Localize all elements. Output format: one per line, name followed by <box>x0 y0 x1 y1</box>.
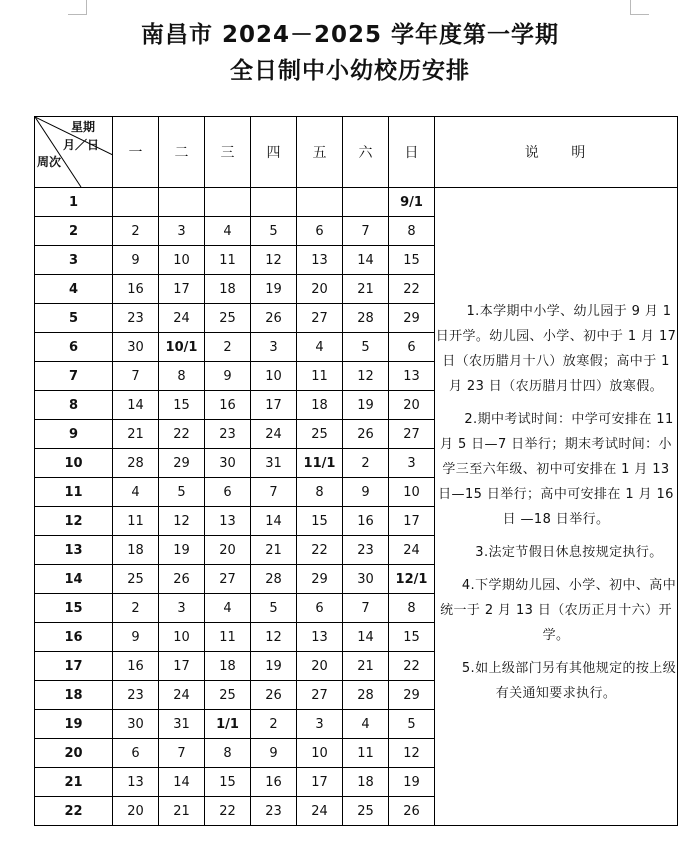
date-cell: 12 <box>389 739 435 768</box>
date-cell: 17 <box>251 391 297 420</box>
date-cell: 31 <box>251 449 297 478</box>
date-cell: 22 <box>389 652 435 681</box>
date-cell: 12 <box>159 507 205 536</box>
date-cell: 15 <box>159 391 205 420</box>
date-cell: 24 <box>389 536 435 565</box>
corner-label-month-day: 月／日 <box>63 138 100 152</box>
date-cell: 12/1 <box>389 565 435 594</box>
week-number-cell: 1 <box>35 188 113 217</box>
weekday-header: 三 <box>205 117 251 188</box>
date-cell: 17 <box>389 507 435 536</box>
week-number-cell: 6 <box>35 333 113 362</box>
school-calendar-table <box>34 116 678 826</box>
date-cell: 13 <box>297 246 343 275</box>
date-cell: 5 <box>343 333 389 362</box>
date-cell: 23 <box>251 797 297 826</box>
date-cell: 8 <box>389 594 435 623</box>
date-cell: 6 <box>297 594 343 623</box>
date-cell: 17 <box>159 652 205 681</box>
date-cell: 20 <box>297 652 343 681</box>
week-number-cell: 17 <box>35 652 113 681</box>
date-cell: 8 <box>389 217 435 246</box>
date-cell: 21 <box>251 536 297 565</box>
date-cell: 4 <box>297 333 343 362</box>
date-cell: 2 <box>251 710 297 739</box>
week-number-cell: 15 <box>35 594 113 623</box>
date-cell: 16 <box>251 768 297 797</box>
date-cell: 27 <box>205 565 251 594</box>
date-cell: 21 <box>159 797 205 826</box>
date-cell: 25 <box>205 681 251 710</box>
page-subtitle: 全日制中小幼校历安排 <box>230 58 470 84</box>
date-cell: 18 <box>205 275 251 304</box>
date-cell <box>343 188 389 217</box>
date-cell: 22 <box>297 536 343 565</box>
date-cell: 20 <box>389 391 435 420</box>
date-cell: 26 <box>159 565 205 594</box>
date-cell: 7 <box>251 478 297 507</box>
week-number-cell: 10 <box>35 449 113 478</box>
date-cell: 28 <box>343 304 389 333</box>
date-cell: 7 <box>159 739 205 768</box>
week-number-cell: 11 <box>35 478 113 507</box>
date-cell: 26 <box>343 420 389 449</box>
crop-mark-left <box>68 0 87 15</box>
date-cell: 12 <box>251 623 297 652</box>
date-cell: 11 <box>205 623 251 652</box>
date-cell: 15 <box>297 507 343 536</box>
date-cell: 9 <box>113 246 159 275</box>
date-cell: 3 <box>159 217 205 246</box>
date-cell: 19 <box>251 652 297 681</box>
week-number-cell: 22 <box>35 797 113 826</box>
date-cell: 28 <box>343 681 389 710</box>
date-cell: 22 <box>389 275 435 304</box>
date-cell: 13 <box>113 768 159 797</box>
date-cell: 2 <box>113 217 159 246</box>
date-cell: 27 <box>389 420 435 449</box>
date-cell: 29 <box>159 449 205 478</box>
weekday-header: 六 <box>343 117 389 188</box>
date-cell: 30 <box>113 333 159 362</box>
date-cell: 26 <box>251 681 297 710</box>
date-cell: 9 <box>113 623 159 652</box>
date-cell: 14 <box>113 391 159 420</box>
date-cell: 26 <box>389 797 435 826</box>
date-cell: 30 <box>343 565 389 594</box>
week-number-cell: 21 <box>35 768 113 797</box>
date-cell: 15 <box>205 768 251 797</box>
date-cell: 25 <box>205 304 251 333</box>
date-cell: 5 <box>251 217 297 246</box>
crop-mark-right <box>630 0 649 15</box>
date-cell <box>251 188 297 217</box>
date-cell: 22 <box>205 797 251 826</box>
date-cell: 10/1 <box>159 333 205 362</box>
date-cell: 6 <box>297 217 343 246</box>
date-cell: 3 <box>297 710 343 739</box>
date-cell: 11 <box>343 739 389 768</box>
date-cell: 24 <box>159 304 205 333</box>
week-number-cell: 9 <box>35 420 113 449</box>
date-cell <box>205 188 251 217</box>
date-cell: 19 <box>159 536 205 565</box>
date-cell: 3 <box>389 449 435 478</box>
date-cell: 9/1 <box>389 188 435 217</box>
table-row <box>35 188 678 217</box>
date-cell: 5 <box>389 710 435 739</box>
week-number-cell: 8 <box>35 391 113 420</box>
date-cell: 11 <box>205 246 251 275</box>
notes-header: 说 明 <box>435 117 678 188</box>
date-cell: 16 <box>343 507 389 536</box>
date-cell: 31 <box>159 710 205 739</box>
corner-label-weekday: 星期 <box>71 120 96 134</box>
date-cell: 22 <box>159 420 205 449</box>
date-cell: 10 <box>159 246 205 275</box>
date-cell: 10 <box>297 739 343 768</box>
date-cell: 25 <box>297 420 343 449</box>
date-cell: 4 <box>113 478 159 507</box>
date-cell: 21 <box>113 420 159 449</box>
weekday-header: 五 <box>297 117 343 188</box>
page-title: 南昌市 2024－2025 学年度第一学期 <box>140 22 560 48</box>
date-cell: 14 <box>343 623 389 652</box>
week-number-cell: 19 <box>35 710 113 739</box>
date-cell: 4 <box>343 710 389 739</box>
date-cell: 7 <box>343 217 389 246</box>
date-cell: 23 <box>113 681 159 710</box>
week-number-cell: 2 <box>35 217 113 246</box>
note-paragraph: 1.本学期中小学、幼儿园于 9 月 1 日开学。幼儿园、小学、初中于 1 月 17 日（农历腊月十八）放寒假；高中于 1 月 23 日（农历腊月廿四）放寒假。 <box>435 304 677 394</box>
date-cell: 30 <box>113 710 159 739</box>
date-cell: 21 <box>343 275 389 304</box>
weekday-header: 二 <box>159 117 205 188</box>
date-cell: 4 <box>205 217 251 246</box>
week-number-cell: 7 <box>35 362 113 391</box>
date-cell: 4 <box>205 594 251 623</box>
date-cell <box>113 188 159 217</box>
date-cell: 3 <box>251 333 297 362</box>
weekday-header: 四 <box>251 117 297 188</box>
date-cell: 19 <box>251 275 297 304</box>
date-cell: 20 <box>205 536 251 565</box>
date-cell: 25 <box>343 797 389 826</box>
date-cell: 18 <box>343 768 389 797</box>
date-cell: 12 <box>343 362 389 391</box>
date-cell: 11/1 <box>297 449 343 478</box>
date-cell: 29 <box>389 681 435 710</box>
date-cell: 13 <box>297 623 343 652</box>
weekday-header: 日 <box>389 117 435 188</box>
date-cell: 11 <box>113 507 159 536</box>
date-cell: 24 <box>297 797 343 826</box>
note-paragraph: 5.如上级部门另有其他规定的按上级有关通知要求执行。 <box>461 661 677 701</box>
date-cell: 16 <box>113 275 159 304</box>
date-cell: 9 <box>343 478 389 507</box>
date-cell: 28 <box>251 565 297 594</box>
date-cell <box>159 188 205 217</box>
date-cell: 25 <box>113 565 159 594</box>
date-cell: 27 <box>297 681 343 710</box>
date-cell <box>297 188 343 217</box>
date-cell: 15 <box>389 623 435 652</box>
date-cell: 1/1 <box>205 710 251 739</box>
date-cell: 17 <box>159 275 205 304</box>
date-cell: 15 <box>389 246 435 275</box>
date-cell: 7 <box>113 362 159 391</box>
date-cell: 2 <box>113 594 159 623</box>
date-cell: 14 <box>343 246 389 275</box>
note-paragraph: 4.下学期幼儿园、小学、初中、高中统一于 2 月 13 日（农历正月十六）开学。 <box>440 578 677 643</box>
date-cell: 28 <box>113 449 159 478</box>
corner-header-cell <box>35 117 113 188</box>
date-cell: 24 <box>159 681 205 710</box>
date-cell: 16 <box>205 391 251 420</box>
notes-cell <box>435 188 678 826</box>
date-cell: 11 <box>297 362 343 391</box>
date-cell: 10 <box>251 362 297 391</box>
date-cell: 20 <box>113 797 159 826</box>
date-cell: 6 <box>205 478 251 507</box>
date-cell: 14 <box>159 768 205 797</box>
date-cell: 19 <box>343 391 389 420</box>
date-cell: 29 <box>297 565 343 594</box>
date-cell: 20 <box>297 275 343 304</box>
date-cell: 27 <box>297 304 343 333</box>
header-row <box>35 117 678 188</box>
week-number-cell: 4 <box>35 275 113 304</box>
date-cell: 7 <box>343 594 389 623</box>
date-cell: 5 <box>159 478 205 507</box>
date-cell: 3 <box>159 594 205 623</box>
date-cell: 9 <box>251 739 297 768</box>
date-cell: 16 <box>113 652 159 681</box>
date-cell: 21 <box>343 652 389 681</box>
week-number-cell: 12 <box>35 507 113 536</box>
date-cell: 24 <box>251 420 297 449</box>
date-cell: 8 <box>205 739 251 768</box>
date-cell: 6 <box>113 739 159 768</box>
date-cell: 2 <box>343 449 389 478</box>
date-cell: 23 <box>113 304 159 333</box>
date-cell: 18 <box>113 536 159 565</box>
date-cell: 18 <box>297 391 343 420</box>
date-cell: 10 <box>389 478 435 507</box>
date-cell: 17 <box>297 768 343 797</box>
date-cell: 2 <box>205 333 251 362</box>
date-cell: 8 <box>159 362 205 391</box>
week-number-cell: 18 <box>35 681 113 710</box>
note-paragraph: 2.期中考试时间：中学可安排在 11 月 5 日—7 日举行；期末考试时间：小学三至六年级、初中可安排在 1 月 13 日—15 日举行；高中可安排在 1 月 16 日 —18 日举行。 <box>438 412 674 527</box>
weekday-header: 一 <box>113 117 159 188</box>
date-cell: 18 <box>205 652 251 681</box>
date-cell: 8 <box>297 478 343 507</box>
date-cell: 19 <box>389 768 435 797</box>
week-number-cell: 20 <box>35 739 113 768</box>
date-cell: 13 <box>205 507 251 536</box>
week-number-cell: 13 <box>35 536 113 565</box>
week-number-cell: 3 <box>35 246 113 275</box>
date-cell: 14 <box>251 507 297 536</box>
week-number-cell: 16 <box>35 623 113 652</box>
date-cell: 29 <box>389 304 435 333</box>
date-cell: 26 <box>251 304 297 333</box>
date-cell: 5 <box>251 594 297 623</box>
week-number-cell: 5 <box>35 304 113 333</box>
date-cell: 13 <box>389 362 435 391</box>
date-cell: 10 <box>159 623 205 652</box>
date-cell: 6 <box>389 333 435 362</box>
date-cell: 23 <box>343 536 389 565</box>
date-cell: 9 <box>205 362 251 391</box>
week-number-cell: 14 <box>35 565 113 594</box>
date-cell: 12 <box>251 246 297 275</box>
note-paragraph: 3.法定节假日休息按规定执行。 <box>475 545 663 560</box>
date-cell: 23 <box>205 420 251 449</box>
corner-label-week: 周次 <box>37 155 62 169</box>
date-cell: 30 <box>205 449 251 478</box>
